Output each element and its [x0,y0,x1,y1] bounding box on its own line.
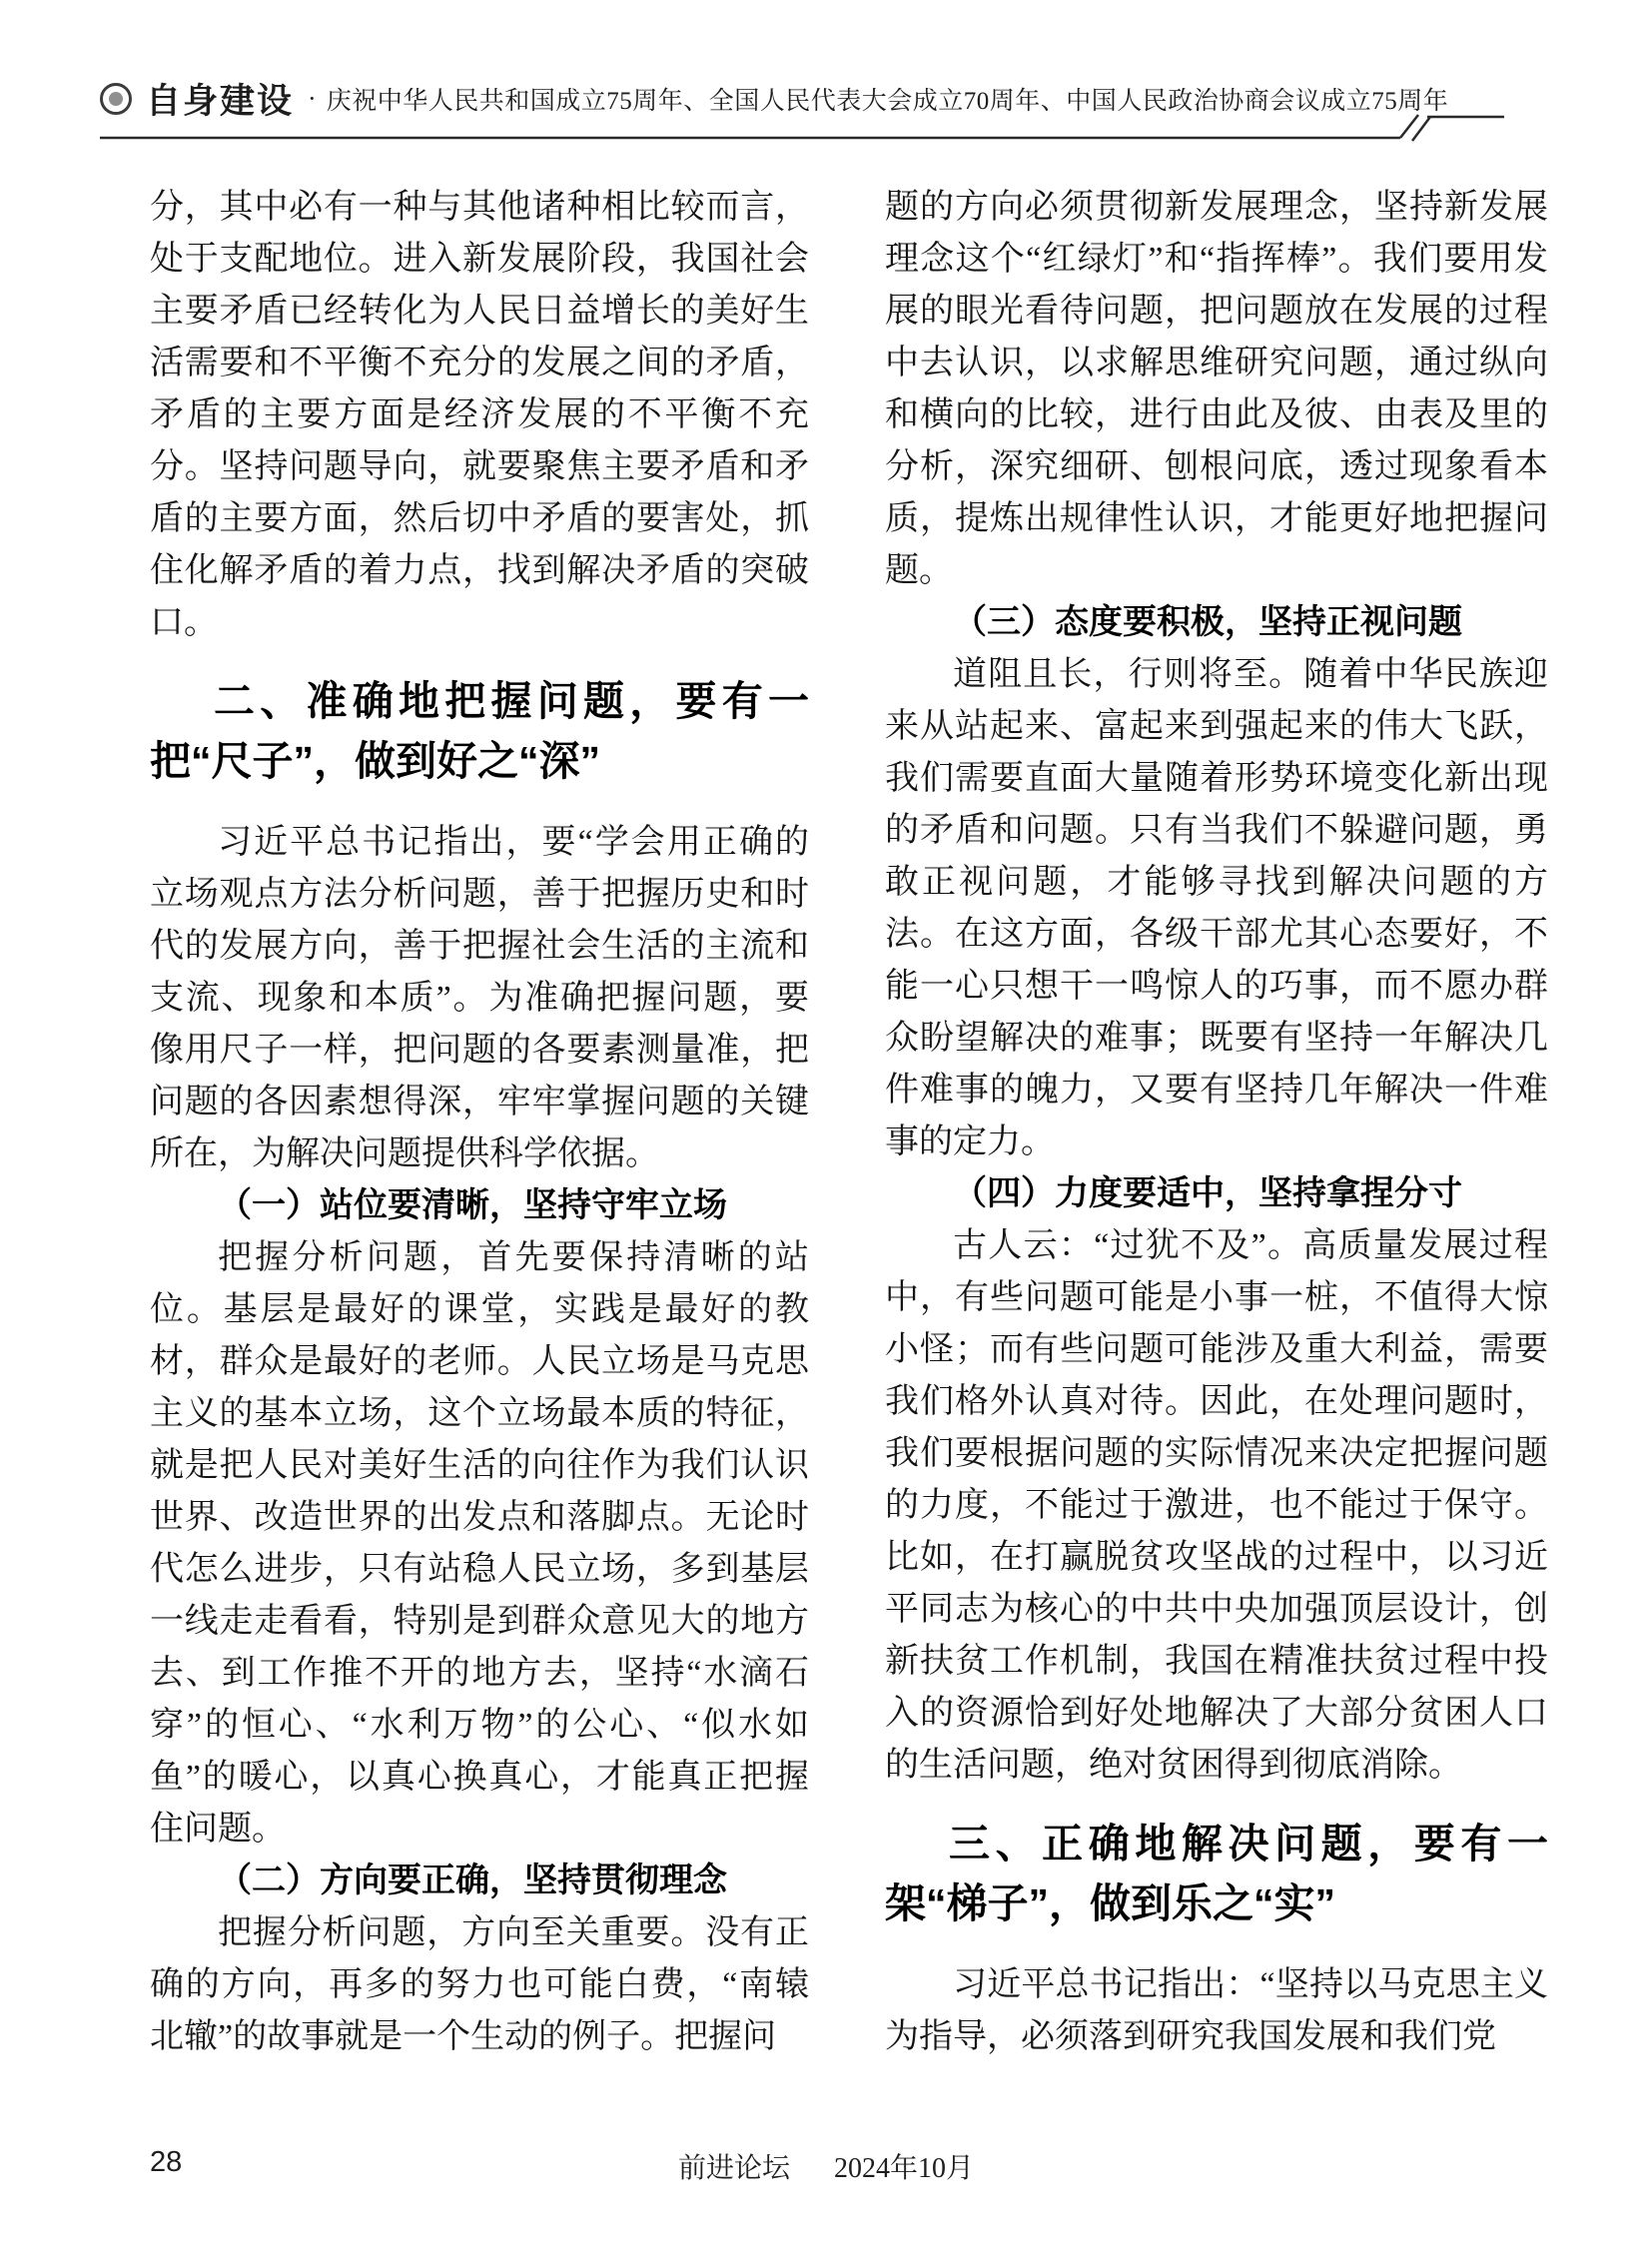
right-column [885,182,1548,2063]
issue-date: 2024年10月 [834,2153,975,2184]
section-label: 自身建设 [146,82,295,121]
paragraph: 把握分析问题，方向至关重要。没有正确的方向，再多的努力也可能白费，“南辕北辙”的故事就是一个生动的例子。把握问 [150,1914,809,2055]
sub-heading-2: （二）方向要正确，坚持贯彻理念 [218,1863,727,1899]
left-column [150,182,809,2063]
header-rule-decoration [100,96,1552,146]
section-heading-3: 三、正确地解决问题，要有一架“梯子”，做到乐之“实” [885,1821,1548,1926]
journal-name: 前进论坛 [677,2153,790,2184]
section-heading-2: 二、准确地把握问题，要有一把“尺子”，做到好之“深” [150,678,809,784]
paragraph: 把握分析问题，首先要保持清晰的站位。基层是最好的课堂，实践是最好的教材，群众是最好的老师。人民立场是马克思主义的基本立场，这个立场最本质的特征，就是把人民对美好生活的向往作为我们认识世界、改造世界的出发点和落脚点。无论时代怎么进步，只有站稳人民立场，多到基层一线走走看看，特别是到群众意见大的地方去、到工作推不开的地方去，坚持“水滴石穿”的恒心、“水利万物”的公心、“似水如鱼”的暖心，以真心换真心，才能真正把握住问题。 [150,1239,809,1848]
paragraph: 习近平总书记指出：“坚持以马克思主义为指导，必须落到研究我国发展和我们党 [885,1966,1548,2055]
sub-heading-4: （四）力度要适中，坚持拿捏分寸 [953,1175,1462,1212]
header-separator: · [308,84,317,113]
paragraph-continuation: 分，其中必有一种与其他诸种相比较而言，处于支配地位。进入新发展阶段，我国社会主要矛盾已经转化为人民日益增长的美好生活需要和不平衡不充分的发展之间的矛盾，矛盾的主要方面是经济发展的不平衡不充分。坚持问题导向，就要聚焦主要矛盾和矛盾的主要方面，然后切中矛盾的要害处，抓住化解矛盾的着力点，找到解决矛盾的突破口。 [150,189,809,641]
paragraph: 古人云：“过犹不及”。高质量发展过程中，有些问题可能是小事一桩，不值得大惊小怪；而有些问题可能涉及重大利益，需要我们格外认真对待。因此，在处理问题时，我们要根据问题的实际情况来决定把握问题的力度，不能过于激进，也不能过于保守。比如，在打赢脱贫攻坚战的过程中，以习近平同志为核心的中共中央加强顶层设计，创新扶贫工作机制，我国在精准扶贫过程中投入的资源恰到好处地解决了大部分贫困人口的生活问题，绝对贫困得到彻底消除。 [885,1227,1548,1784]
page-footer [0,2142,1652,2192]
paragraph: 习近平总书记指出，要“学会用正确的立场观点方法分析问题，善于把握历史和时代的发展方向，善于把握社会生活的主流和支流、现象和本质”。为准确把握问题，要像用尺子一样，把问题的各要素测量准，把问题的各因素想得深，牢牢掌握问题的关键所在，为解决问题提供科学依据。 [150,824,809,1172]
paragraph-continuation: 题的方向必须贯彻新发展理念，坚持新发展理念这个“红绿灯”和“指挥棒”。我们要用发展的眼光看待问题，把问题放在发展的过程中去认识，以求解思维研究问题，通过纵向和横向的比较，进行由此及彼、由表及里的分析，深究细研、刨根问底，透过现象看本质，提炼出规律性认识，才能更好地把握问题。 [885,189,1548,589]
footer-center [0,2146,1652,2186]
paragraph: 道阻且长，行则将至。随着中华民族迎来从站起来、富起来到强起来的伟大飞跃，我们需要直面大量随着形势环境变化新出现的矛盾和问题。只有当我们不躲避问题，勇敢正视问题，才能够寻找到解决问题的方法。在这方面，各级干部尤其心态要好，不能一心只想干一鸣惊人的巧事，而不愿办群众盼望解决的难事；既要有坚持一年解决几件难事的魄力，又要有坚持几年解决一件难事的定力。 [885,656,1548,1160]
page-number: 28 [150,2146,183,2178]
sub-heading-1: （一）站位要清晰，坚持守牢立场 [218,1187,727,1224]
sub-heading-3: （三）态度要积极，坚持正视问题 [953,604,1462,641]
header-banner: 庆祝中华人民共和国成立75周年、全国人民代表大会成立70周年、中国人民政治协商会议成立75周年 [326,88,1449,115]
